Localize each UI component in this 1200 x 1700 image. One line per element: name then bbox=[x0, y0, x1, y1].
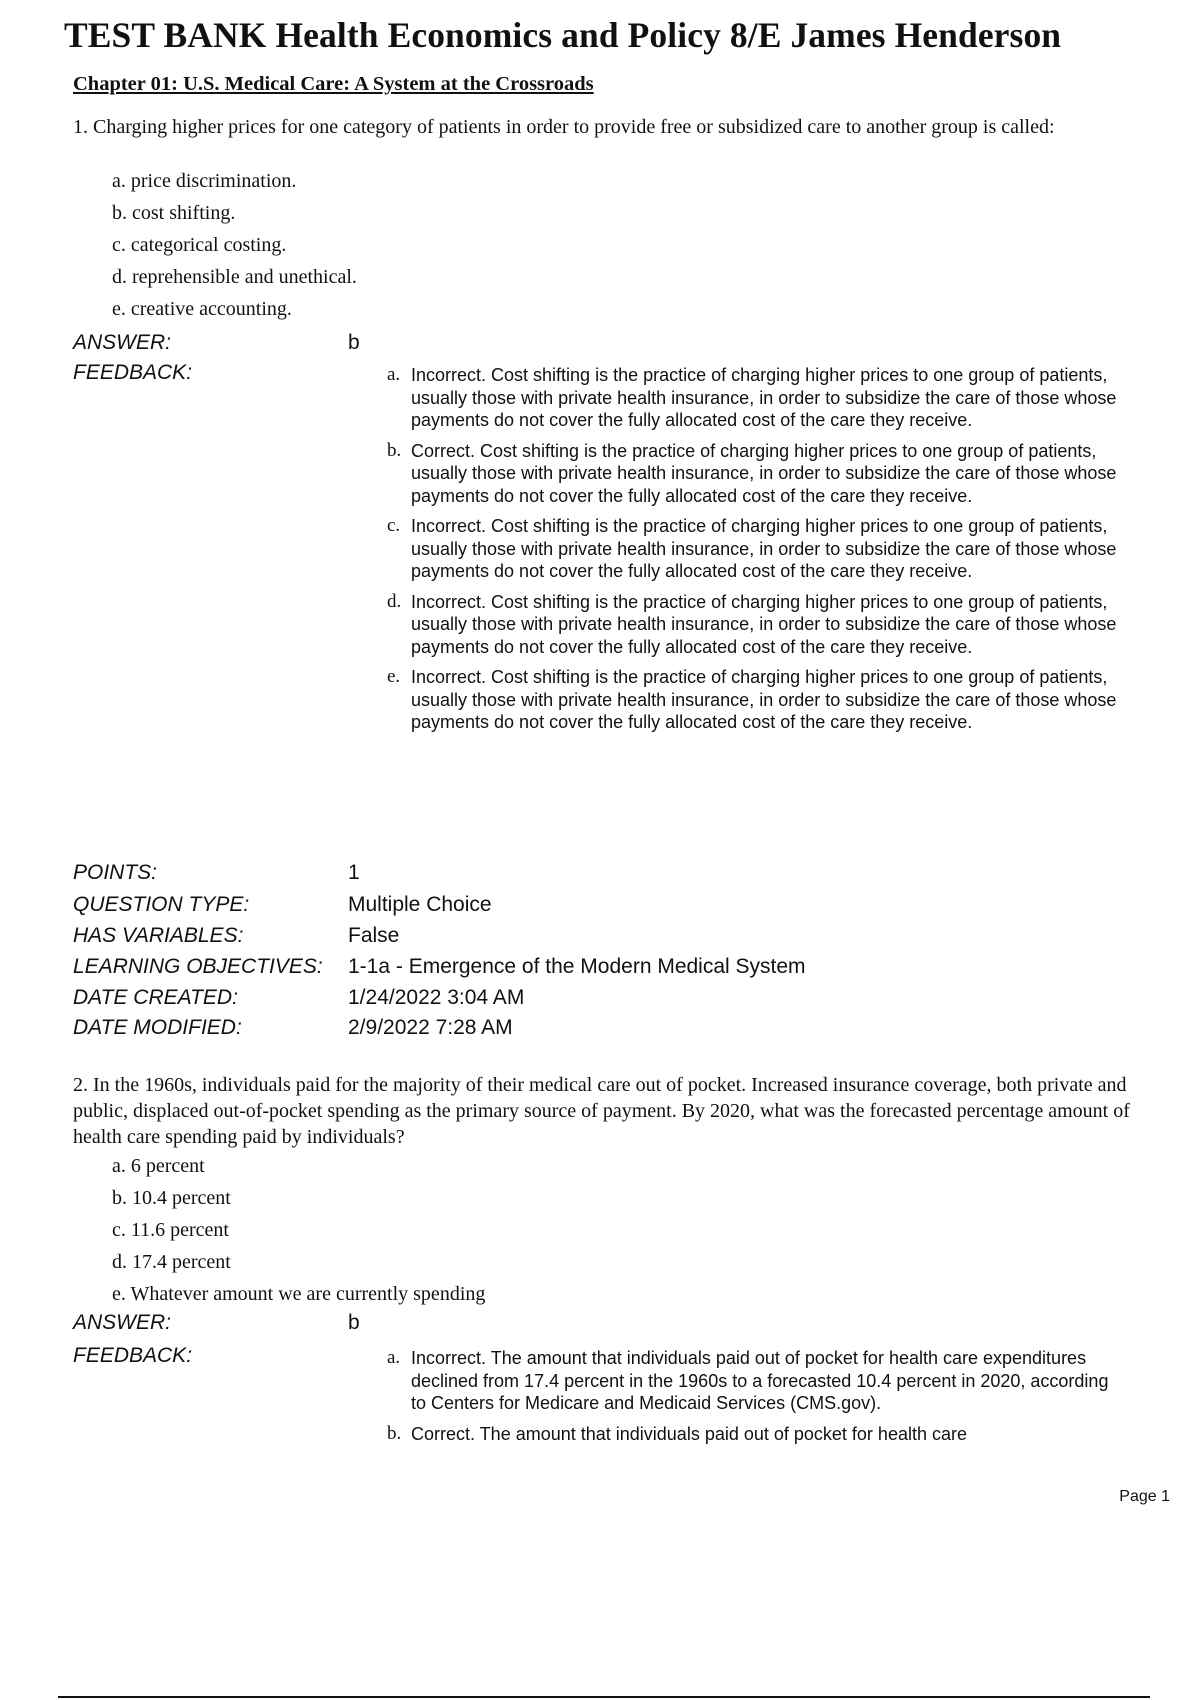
feedback-item bbox=[387, 666, 1119, 734]
question-1-options bbox=[112, 168, 357, 328]
footer-divider bbox=[58, 1696, 1150, 1698]
feedback-item bbox=[387, 364, 1119, 432]
feedback-letter: d. bbox=[387, 590, 402, 612]
option-item: c. categorical costing. bbox=[112, 234, 287, 256]
option-item: c. 11.6 percent bbox=[112, 1219, 229, 1241]
answer-value: b bbox=[348, 331, 360, 354]
feedback-letter: b. bbox=[387, 439, 402, 461]
feedback-item bbox=[387, 1423, 1119, 1446]
option-item: d. reprehensible and unethical. bbox=[112, 266, 357, 288]
feedback-text: Correct. The amount that individuals paid out of pocket for health care bbox=[411, 1423, 967, 1444]
feedback-letter: b. bbox=[387, 1422, 402, 1444]
has-variables-label: HAS VARIABLES: bbox=[73, 924, 244, 947]
answer-label: ANSWER: bbox=[73, 1311, 172, 1334]
feedback-letter: a. bbox=[387, 1347, 401, 1368]
date-modified-value: 2/9/2022 7:28 AM bbox=[348, 1016, 513, 1039]
learning-objectives-label: LEARNING OBJECTIVES: bbox=[73, 955, 323, 978]
option-item: e. creative accounting. bbox=[112, 298, 292, 320]
points-label: POINTS: bbox=[73, 861, 158, 884]
date-created-label: DATE CREATED: bbox=[73, 986, 238, 1009]
question-2-stem: 2. In the 1960s, individuals paid for the majority of their medical care out of pocket. Increased insurance coverage, both private and public, displaced out-of-pocket spending as the primary source of payment. By 2020, what was the forecasted percentage amount of health care spending paid by individuals? bbox=[73, 1074, 1130, 1148]
option-item: a. 6 percent bbox=[112, 1155, 205, 1177]
feedback-letter: c. bbox=[387, 515, 401, 536]
answer-label: ANSWER: bbox=[73, 331, 172, 354]
option-item: b. cost shifting. bbox=[112, 202, 236, 224]
feedback-text: Incorrect. Cost shifting is the practice of charging higher prices to one group of patients, usually those with private health insurance, in order to subsidize the care of those whose payments do not cover the fully allocated cost of the care they receive. bbox=[411, 591, 1117, 657]
feedback-letter: e. bbox=[387, 666, 401, 687]
feedback-item bbox=[387, 591, 1119, 659]
feedback-text: Correct. Cost shifting is the practice of charging higher prices to one group of patients, usually those with private health insurance, in order to subsidize the care of those whose payments do not cover the fully allocated cost of the care they receive. bbox=[411, 440, 1117, 506]
feedback-label: FEEDBACK: bbox=[73, 361, 193, 384]
option-item: b. 10.4 percent bbox=[112, 1187, 231, 1209]
feedback-text: Incorrect. The amount that individuals paid out of pocket for health care expenditures declined from 17.4 percent in the 1960s to a forecasted 10.4 percent in 2020, according to Centers for Medicare and Medicaid Services (CMS.gov). bbox=[411, 1348, 1109, 1413]
feedback-letter: a. bbox=[387, 364, 401, 385]
feedback-item bbox=[387, 515, 1119, 583]
feedback-text: Incorrect. Cost shifting is the practice of charging higher prices to one group of patients, usually those with private health insurance, in order to subsidize the care of those whose payments do not cover the fully allocated cost of the care they receive. bbox=[411, 365, 1117, 430]
question-2-feedback bbox=[387, 1347, 1119, 1453]
option-item: e. Whatever amount we are currently spending bbox=[112, 1283, 486, 1305]
question-2-options bbox=[112, 1153, 485, 1313]
chapter-heading: Chapter 01: U.S. Medical Care: A System at the Crossroads bbox=[73, 73, 594, 95]
option-item: d. 17.4 percent bbox=[112, 1251, 231, 1273]
answer-value: b bbox=[348, 1311, 360, 1334]
question-type-value: Multiple Choice bbox=[348, 893, 492, 916]
question-type-label: QUESTION TYPE: bbox=[73, 893, 250, 916]
has-variables-value: False bbox=[348, 924, 400, 947]
learning-objectives-value: 1-1a - Emergence of the Modern Medical System bbox=[348, 955, 806, 978]
date-created-value: 1/24/2022 3:04 AM bbox=[348, 986, 525, 1009]
question-1-stem: 1. Charging higher prices for one category of patients in order to provide free or subsidized care to another group is called: bbox=[73, 116, 1055, 138]
date-modified-label: DATE MODIFIED: bbox=[73, 1016, 242, 1039]
feedback-text: Incorrect. Cost shifting is the practice of charging higher prices to one group of patients, usually those with private health insurance, in order to subsidize the care of those whose payments do not cover the fully allocated cost of the care they receive. bbox=[411, 667, 1117, 732]
points-value: 1 bbox=[348, 861, 360, 884]
document-title: TEST BANK Health Economics and Policy 8/E James Henderson bbox=[64, 15, 1062, 55]
feedback-text: Incorrect. Cost shifting is the practice of charging higher prices to one group of patients, usually those with private health insurance, in order to subsidize the care of those whose payments do not cover the fully allocated cost of the care they receive. bbox=[411, 516, 1117, 581]
question-1-feedback bbox=[387, 364, 1119, 742]
page-number: Page 1 bbox=[1119, 1488, 1170, 1505]
feedback-label: FEEDBACK: bbox=[73, 1344, 193, 1367]
option-item: a. price discrimination. bbox=[112, 170, 297, 192]
feedback-item bbox=[387, 440, 1119, 508]
feedback-item bbox=[387, 1347, 1119, 1415]
